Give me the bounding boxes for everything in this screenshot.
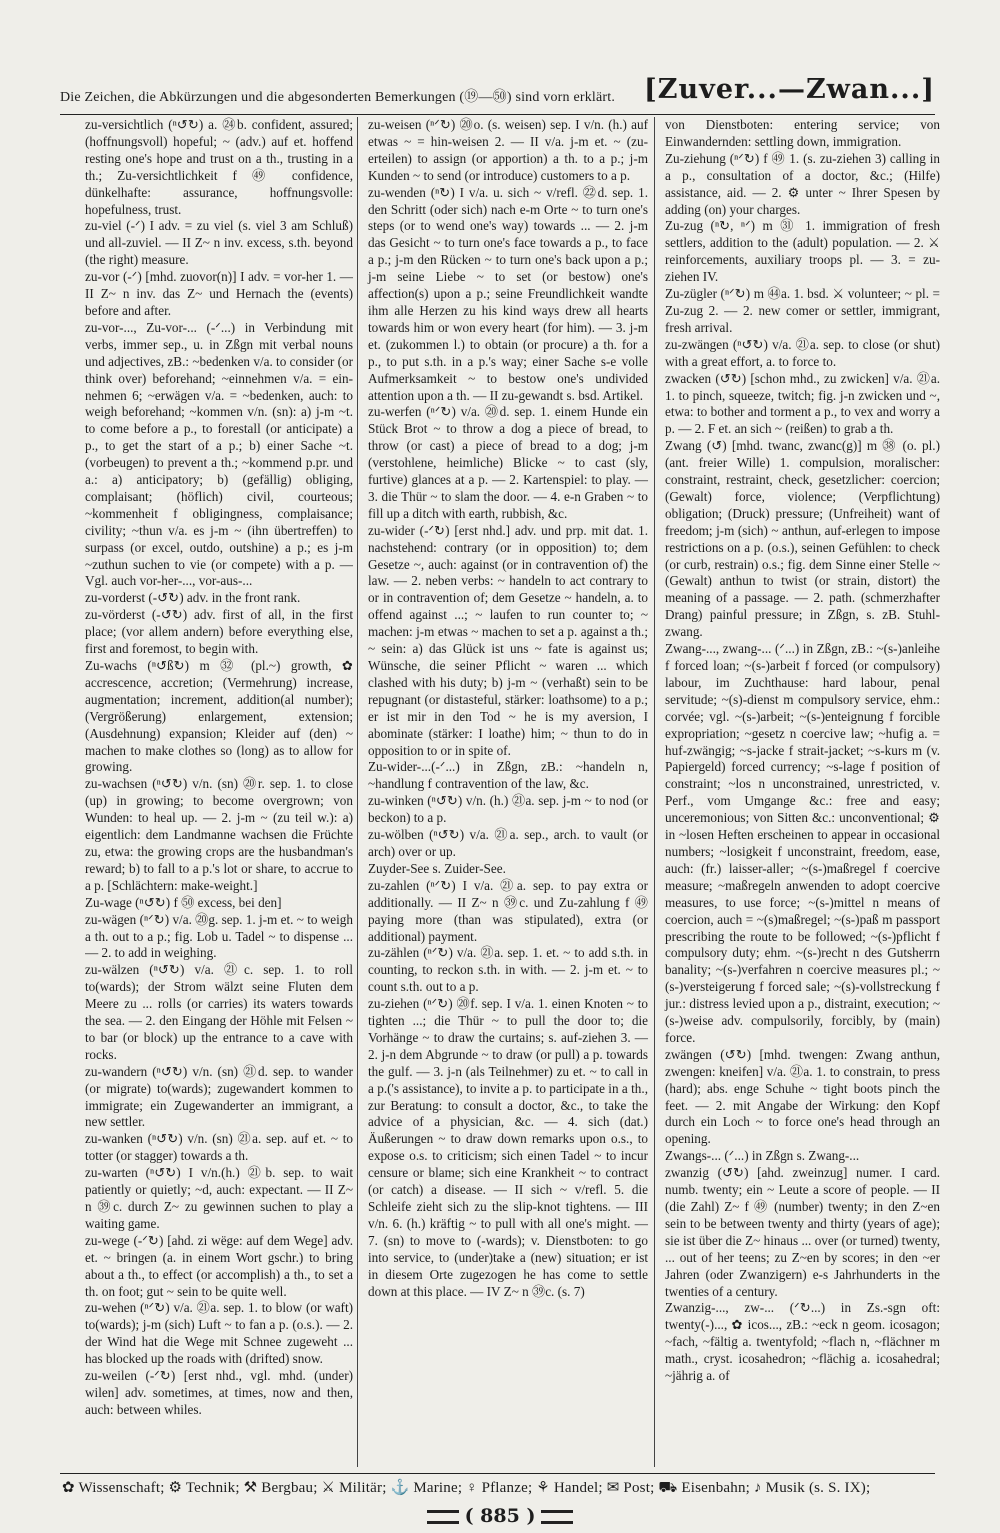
- dictionary-entry: zu-wandern (ⁿ↺↻) v/n. (sn) ㉑d. sep. to wander (or migrate) to(wards); zugewandert kommen to immigrate; ein Zugewanderter an immigrant, a new settler.: [85, 1063, 353, 1130]
- page-header: [60, 74, 935, 115]
- dictionary-entry: zu-vor-..., Zu-vor-... (-ᐟ...) in Verbindung mit verbs, immer sep., u. in Zßgn mit verbal nouns und adjectives, zB.: ~bedenken v/a. to consider (or think over) beforehand; ~einnehmen v/a. = ein-nehmen 6; ~erwägen v/a. = ~bedenken, auch: to weigh beforehand; ~kommen v/n. (sn): a) j-m ~t. to come before a p., to forestall (or anticipate) a p., to get the start of a p.; b) einer Sache ~t. (vorbeugen) to prevent a th.; ~kommend p.pr. und a.: a) anticipatory; b) (gefällig) obliging, complaisant; (höflich) civil, courteous; ~kommenheit f obligingness, complaisance; civility; ~thun v/a. es j-m ~ (ihn übertreffen) to surpass (or excel, outdo, outshine) a p.; es j-m ~zuthun suchen to vie (or compete) with a p. — Vgl. auch vor-her-..., vor-aus-...: [85, 319, 353, 589]
- dictionary-entry: zu-wenden (ⁿ↻) I v/a. u. sich ~ v/refl. ㉒d. sep. 1. den Schritt (oder sich) nach e-m Orte ~ to turn one's steps (or to wend one's way) towards ... — 2. j-m das Gesicht ~ to turn one's face towards a p., to face a p.; j-m den Rücken ~ to turn one's back upon a p.; j-m seine Liebe ~ to set (or bestow) one's affection(s) upon a p.; seine Freundlichkeit wandte ihm alle Herzen zu his kind ways drew all hearts towards him or won every heart (for him). — 3. j-m et. (zukommen l.) to obtain (or procure) a th. for a p., to put s.th. in a p.'s way; einer Sache s-e volle Aufmerksamkeit ~ to bestow one's undivided attention upon a th. — II zu-gewandt s. bsd. Artikel.: [368, 184, 648, 403]
- abbreviation-note: Die Zeichen, die Abkürzungen und die abgesonderten Bemerkungen (⑲—㊿) sind vorn erklärt.: [60, 90, 616, 105]
- column-2: [357, 117, 654, 1467]
- dictionary-entry: zu-wider (-ᐟ↻) [erst nhd.] adv. und prp. mit dat. 1. nachstehend: contrary (or in opposition) to; dem Gesetze ~, auch: against (or in contravention of) the law. — 2. neben verbs: ~ handeln to act contrary to or in contravention of; dem Gesetze ~ handeln, a. to offend against ...; ~ laufen to run counter to; ~ machen: j-m etwas ~ machen to set a p. against a th.; ~ sein: a) das Glück ist uns ~ fate is against us; Wünsche, die seiner Pflicht ~ waren ... which clashed with his duty; b) j-m ~ (verhaßt) sein to be repugnant (or distasteful, stärker: loathsome) to a p.; er ist mir in den Tod ~ he is my aversion, I abominate (stärker: I loathe) him; ~ thun to do in opposition to or in spite of.: [368, 522, 648, 758]
- dictionary-entry: zu-weisen (ⁿᐟ↻) ⑳o. (s. weisen) sep. I v/n. (h.) auf etwas ~ = hin-weisen 2. — II v/a. j-m et. ~ (zu-erteilen) to assign (or apportion) a th. to a p.; j-m Kunden ~ to send (or introduce) customers to a p.: [368, 117, 648, 183]
- dictionary-entry: Zwang (↺) [mhd. twanc, zwanc(g)] m ㊳ (o. pl.) (ant. freier Wille) 1. compulsion, moralischer: constraint, restraint, check, gesetzlicher: coercion; (Gewalt) force, violence; (Verpflichtung) obligation; (Druck) pressure; (Unfreiheit) want of freedom; j-m (sich) ~ anthun, auf-erlegen to impose restrictions on a p. (o.s.), seinen Gefühlen: to check (or curb, restrain) o.s.; fig. dem Sinne einer Stelle ~ (Gewalt) anthun to twist (or strain, distort) the meaning of a passage. — 2. path. (schmerzhafter Drang) painful pressure; in Zßgn, s. zB. Stuhl-zwang.: [665, 438, 940, 640]
- dictionary-entry: zu-werfen (ⁿᐟ↻) v/a. ⑳d. sep. 1. einem Hunde ein Stück Brot ~ to throw a dog a piece of bread, to throw (or cast) a piece of bread to a dog; j-m (verstohlene, heimliche) Blicke ~ to cast (sly, furtive) glances at a p. — 2. Kartenspiel: to play. — 3. die Thür ~ to slam the door. — 4. e-n Graben ~ to fill up a ditch with earth, rubbish, &c.: [368, 404, 648, 521]
- dictionary-entry: zwanzig (↺↻) [ahd. zweinzug] numer. I card. numb. twenty; ein ~ Leute a score of people. — II (die Zahl) Z~ f ㊾ (number) twenty; in den Z~en sein to be between twenty and thirty (years of age); sie ist über die Z~ hinaus ... over (or turned) twenty, ... out of her teens; zu Z~en by scores; in den ~er Jahren (oder Zwanzigern) e-s Jahrhunderts in the twenties of a century.: [665, 1165, 940, 1299]
- ornament-left: [427, 1510, 459, 1524]
- column-1: [85, 117, 357, 1467]
- dictionary-entry: zu-wägen (ⁿᐟ↻) v/a. ⑳g. sep. 1. j-m et. ~ to weigh a th. out to a p.; fig. Lob u. Tadel ~ to dispense ... — 2. to add in weighing.: [85, 911, 353, 961]
- dictionary-entry: Zu-wachs (ⁿ↺ß↻) m ㉜ (pl.~) growth, ✿ accrescence, accretion; (Vermehrung) increase, augmentation; increment, addition(al number); (Vergrößerung) enlargement, extension; (Ausdehnung) expansion; Kleider auf (den) ~ machen to make clothes so (long) as to allow for growing.: [85, 658, 353, 775]
- dictionary-entry: zu-wälzen (ⁿ↺↻) v/a. ㉑c. sep. 1. to roll to(wards); der Strom wälzt seine Fluten dem Meere zu ... rolls (or carries) its waters towards the sea. — 2. den Eingang der Höhle mit Felsen ~ to bar (or block) up the entrance to a cave with rocks.: [85, 962, 353, 1062]
- dictionary-entry: zu-warten (ⁿ↺↻) I v/n.(h.) ㉑b. sep. to wait patiently or quietly; ~d, auch: expectant. — II Z~ n ㊴c. durch Z~ zu gewinnen suchen to play a waiting game.: [85, 1165, 353, 1231]
- dictionary-entry: zu-wachsen (ⁿ↺↻) v/n. (sn) ⑳r. sep. 1. to close (up) in growing; to become overgrown; von Wunden: to heal up. — 2. j-m ~ (zu teil w.): a) eigentlich: dem Landmanne wachsen die Früchte zu, etwa: the growing crops are the husbandman's reward; b) to fall to a p.'s lot or share, to accrue to a p. [Schlächtern: make-weight.]: [85, 776, 353, 893]
- dictionary-entry: zu-wehen (ⁿᐟ↻) v/a. ㉑a. sep. 1. to blow (or waft) to(wards); j-m (sich) Luft ~ to fan a p. (o.s.). — 2. der Wind hat die Wege mit Schnee zugeweht ... has blocked up the roads with (drifted) snow.: [85, 1300, 353, 1367]
- dictionary-entry: Zu-wider-...(-ᐟ...) in Zßgn, zB.: ~handeln n, ~handlung f contravention of the law, &c.: [368, 759, 648, 792]
- footer-divider: [60, 1473, 935, 1474]
- guide-words: [Zuver...—Zwan...]: [644, 74, 935, 105]
- dictionary-entry: zu-weilen (-ᐟ↻) [erst nhd., vgl. mhd. (under) wilen] adv. sometimes, at times, now and then, auch: between whiles.: [85, 1368, 353, 1417]
- dictionary-entry: zu-vorderst (-↺↻) adv. in the front rank.: [85, 590, 301, 606]
- dictionary-entry: Zwanzig-..., zw-... (ᐟ↻...) in Zs.-sgn oft: twenty(-)..., ✿ icos..., zB.: ~eck n geom. icosagon; ~fach, ~fältig a. twentyfold; ~flach n, ~flächner m math., cryst. icosahedron; ~flächig a. icosahedral; ~jährig a. of: [665, 1300, 940, 1384]
- dictionary-entry: zwacken (↺↻) [schon mhd., zu zwicken] v/a. ㉑a. 1. to pinch, squeeze, twitch; fig. j-n zwicken und ~, etwa: to bother and torment a p., to vex and worry a p. — 2. F et. an sich ~ (reißen) to grab a th.: [665, 370, 940, 437]
- dictionary-entry: zu-zahlen (ⁿᐟ↻) I v/a. ㉑a. sep. to pay extra or additionally. — II Z~ n ㊴c. und Zu-zahlung f ㊾ paying more (than was stipulated), extra (or additional) payment.: [368, 877, 648, 944]
- column-3: [654, 117, 940, 1467]
- dictionary-entry: Zu-ziehung (ⁿᐟ↻) f ㊾ 1. (s. zu-ziehen 3) calling in a p., consultation of a doctor, &c.; (Hilfe) assistance, aid. — 2. ⚙ unter ~ Ihrer Spesen by adding (on) your charges.: [665, 150, 940, 217]
- dictionary-entry: zu-zwängen (ⁿ↺↻) v/a. ㉑a. sep. to close (or shut) with a great effort, a. to force to.: [665, 336, 940, 369]
- dictionary-columns: [85, 117, 940, 1467]
- dictionary-entry: zu-versichtlich (ⁿ↺↻) a. ㉔b. confident, assured; (hoffnungsvoll) hopeful; ~ (adv.) auf et. hoffend resting one's hope and trust on a th., trusting in a th.; Zu-versichtlichkeit f ㊾ confidence, dünkelhafte: assurance, hoffnungsvolle: hopefulness, trust.: [85, 117, 353, 217]
- dictionary-entry: zu-wölben (ⁿ↺↻) v/a. ㉑a. sep., arch. to vault (or arch) over or up.: [368, 827, 648, 859]
- dictionary-entry: von Dienstboten: entering service; von Einwandernden: settling down, immigration.: [665, 117, 940, 149]
- symbol-legend: ✿ Wissenschaft; ⚙ Technik; ⚒ Bergbau; ⚔ Militär; ⚓ Marine; ♀ Pflanze; ⚘ Handel; ✉ Post; ⛟ Eisenbahn; ♪ Musik (s. S. IX);: [62, 1480, 871, 1496]
- dictionary-entry: Zwang-..., zwang-... (ᐟ...) in Zßgn, zB.: ~(s-)anleihe f forced loan; ~(s-)arbeit f forced (or compulsory) labour, im Zuchthause: hard labour, penal servitude; ~(s)-dienst m compulsory service, ehm.: corvée; vgl. ~(s-)arbeit; ~(s-)enteignung f forcible expropriation; ~gesetz n coercive law; ~hufig a. = huf-zwängig; ~s-jacke f strait-jacket; ~s-kurs m (v. Papiergeld) forced currency; ~s-lage f position of constraint; ~los n unconstrained, unrestricted, v. Perf., vom Umgange &c.: free and easy; unceremonious; von Sitten &c.: unconventional; ⚙ in ~losen Heften erscheinen to appear in occasional numbers; ~losigkeit f unconstraint, freedom, ease, auch: (fr.) laisser-aller; ~(s-)maßregel f coercive measure; ~maßregeln anwenden to adopt coercive measures, to use force; ~(s-)mittel n means of coercion, auch = ~(s)maßregel; ~(s-)paß m passport prescribing the route to be followed; ~(s-)pflicht f compulsory duty; ehm. ~(s-)recht n des Gutsherrn banality; ~(s-)verfahren n coercive measures pl.; ~(s-)versteigerung f forced sale; ~(s)-vollstreckung f jur.: distress levied upon a p., distraint, execution; ~(s-)weise adv. compulsorily, forcibly, by (main) force.: [665, 641, 940, 1045]
- dictionary-entry: zu-wanken (ⁿ↺↻) v/n. (sn) ㉑a. sep. auf et. ~ to totter (or stagger) towards a th.: [85, 1131, 353, 1164]
- dictionary-entry: Zuyder-See s. Zuider-See.: [368, 860, 506, 876]
- dictionary-entry: Zu-zügler (ⁿᐟ↻) m ㊹a. 1. bsd. ⚔ volunteer; ~ pl. = Zu-zug 2. — 2. new comer or settler, immigrant, fresh arrival.: [665, 286, 940, 335]
- dictionary-entry: Zu-wage (ⁿ↺↻) f ㊿ excess, bei den]: [85, 894, 282, 910]
- dictionary-entry: zu-wege (-ᐟ↻) [ahd. zi wëge: auf dem Wege] adv. et. ~ bringen (a. in einem Wort gschr.) to bring about a th., to effect (or accomplish) a th., to set a th. on foot; gut ~ sein to be quite well.: [85, 1232, 353, 1299]
- ornament-right: [541, 1510, 573, 1524]
- dictionary-entry: zu-viel (-ᐟ) I adv. = zu viel (s. viel 3 am Schluß) und all-zuviel. — II Z~ n inv. excess, s.th. beyond (the right) measure.: [85, 218, 353, 268]
- dictionary-entry: zu-vor (-ᐟ) [mhd. zuovor(n)] I adv. = vor-her 1. — II Z~ n inv. das Z~ und Hernach the (events) before and after.: [85, 269, 353, 318]
- dictionary-entry: zu-ziehen (ⁿᐟ↻) ⑳f. sep. I v/a. 1. einen Knoten ~ to tighten ...; die Thür ~ to pull the door to; die Vorhänge ~ to draw the curtains; s. auf-ziehen 3. — 2. j-n dem Abgrunde ~ to draw (or pull) a p. towards the gulf. — 3. j-n (als Teilnehmer) zu et. ~ to call in a p.('s assistance), to invite a p. to participate in a th., zur Beratung: to consult a doctor, &c., to take the advice of a physician, &c. — 4. sich (dat.) Äußerungen ~ to draw down remarks upon o.s., to expose o.s. to criticism; sich einen Tadel ~ to incur censure or blame; sich eine Krankheit ~ to contract (or catch) a disease. — II sich ~ v/refl. 5. die Schleife zieht sich zu the slip-knot tightens. — III v/n. 6. (h.) kräftig ~ to pull with all one's might. — 7. (sn) to move to (-wards); v. Dienstboten: to go into service, to (under)take a (new) situation; er ist in diesem Orte zugezogen he has come to settle down at this place. — IV Z~ n ㊴c. (s. 7): [368, 996, 648, 1299]
- dictionary-entry: Zu-zug (ⁿ↻, ⁿᐟ) m ㉛ 1. immigration of fresh settlers, addition to the (adult) population. — 2. ⚔ reinforcements, auxiliary troops pl. — 3. = zu-ziehen IV.: [665, 218, 940, 285]
- dictionary-entry: zu-zählen (ⁿᐟ↻) v/a. ㉑a. sep. 1. et. ~ to add s.th. in counting, to reckon s.th. in with. — 2. j-m et. ~ to count s.th. out to a p.: [368, 945, 648, 995]
- dictionary-entry: zwängen (↺↻) [mhd. twengen: Zwang anthun, zwengen: kneifen] v/a. ㉑a. 1. to constrain, to press (hard); abs. enge Schuhe ~ tight boots pinch the feet. — 2. mit Angabe der Wirkung: den Kopf durch ein Loch ~ to force one's head through an opening.: [665, 1046, 940, 1147]
- page-number: [0, 1505, 1000, 1527]
- dictionary-entry: Zwangs-... (ᐟ...) in Zßgn s. Zwang-...: [665, 1148, 860, 1164]
- page-number-text: ( 885 ): [464, 1505, 536, 1527]
- dictionary-entry: zu-vörderst (-↺↻) adv. first of all, in the first place; (vor allem andern) before everything else, first and foremost, to begin with.: [85, 607, 353, 657]
- dictionary-entry: zu-winken (ⁿ↺↻) v/n. (h.) ㉑a. sep. j-m ~ to nod (or beckon) to a p.: [368, 793, 648, 826]
